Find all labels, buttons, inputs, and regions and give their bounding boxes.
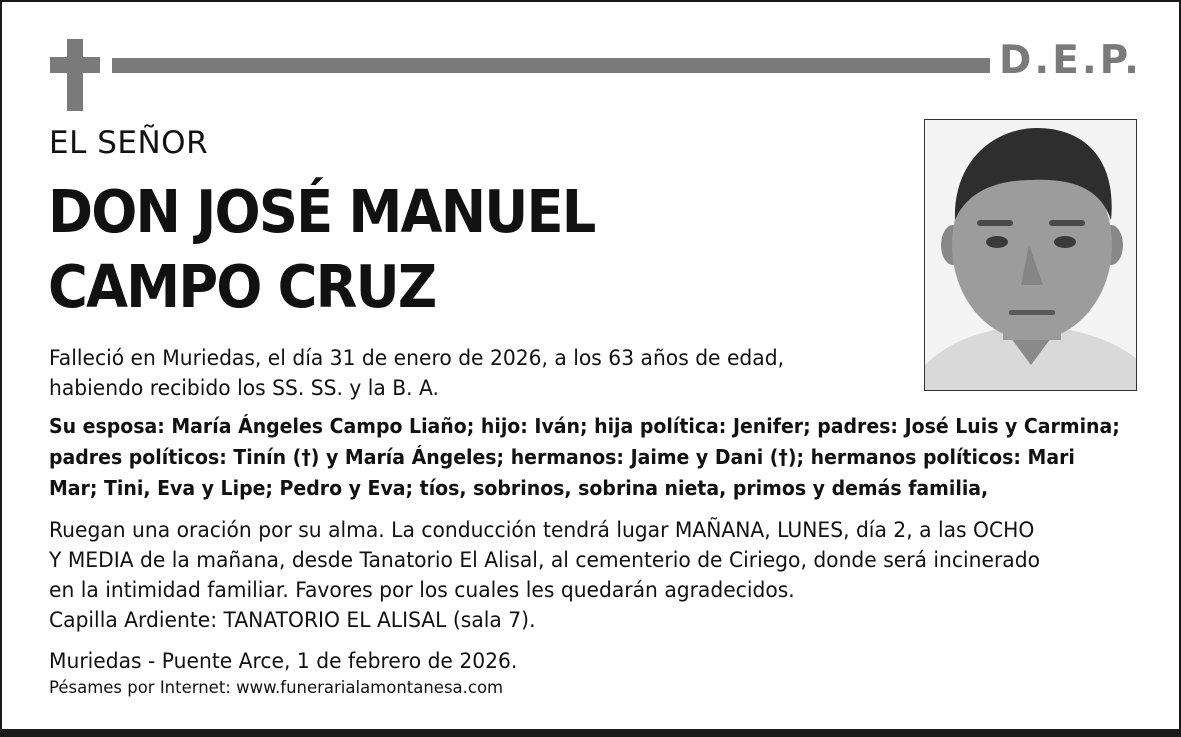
service-line-4: Capilla Ardiente: TANATORIO EL ALISAL (sala 7).: [49, 608, 536, 632]
name-line-1: DON JOSÉ MANUEL: [48, 177, 595, 246]
dep-label: D.E.P.: [999, 38, 1142, 83]
service-line-2: Y MEDIA de la mañana, desde Tanatorio El Alisal, al cementerio de Ciriego, donde será incinerado: [49, 548, 1040, 572]
death-notice-line-2: habiendo recibido los SS. SS. y la B. A.: [49, 376, 440, 400]
family-line-2: padres políticos: Tinín (†) y María Ángeles; hermanos: Jaime y Dani (†); hermanos políticos: Mari: [49, 445, 1075, 469]
deceased-name: [48, 174, 595, 324]
death-notice-line-1: Falleció en Muriedas, el día 31 de enero de 2026, a los 63 años de edad,: [49, 346, 785, 370]
death-notice: [49, 343, 784, 403]
service-line-1: Ruegan una oración por su alma. La conducción tendrá lugar MAÑANA, LUNES, día 2, a las OCHO: [49, 518, 1035, 542]
family-line-1: Su esposa: María Ángeles Campo Liaño; hijo: Iván; hija política: Jenifer; padres: José Luis y Carmina;: [49, 414, 1120, 438]
family-line-3: Mar; Tini, Eva y Lipe; Pedro y Eva; tíos, sobrinos, sobrina nieta, primos y demás familia,: [49, 476, 989, 500]
cross-icon: [50, 39, 100, 111]
condolences-website: Pésames por Internet: www.funerarialamontanesa.com: [49, 678, 504, 698]
name-line-2: CAMPO CRUZ: [48, 252, 436, 321]
place-date: Muriedas - Puente Arce, 1 de febrero de 2026.: [49, 649, 518, 673]
family-list: [49, 411, 1120, 504]
honorific: EL SEÑOR: [49, 125, 209, 161]
portrait-photo: [924, 119, 1137, 391]
service-details: [49, 515, 1040, 635]
service-line-3: en la intimidad familiar. Favores por los cuales les quedarán agradecidos.: [49, 578, 795, 602]
header-rule: [112, 58, 990, 73]
